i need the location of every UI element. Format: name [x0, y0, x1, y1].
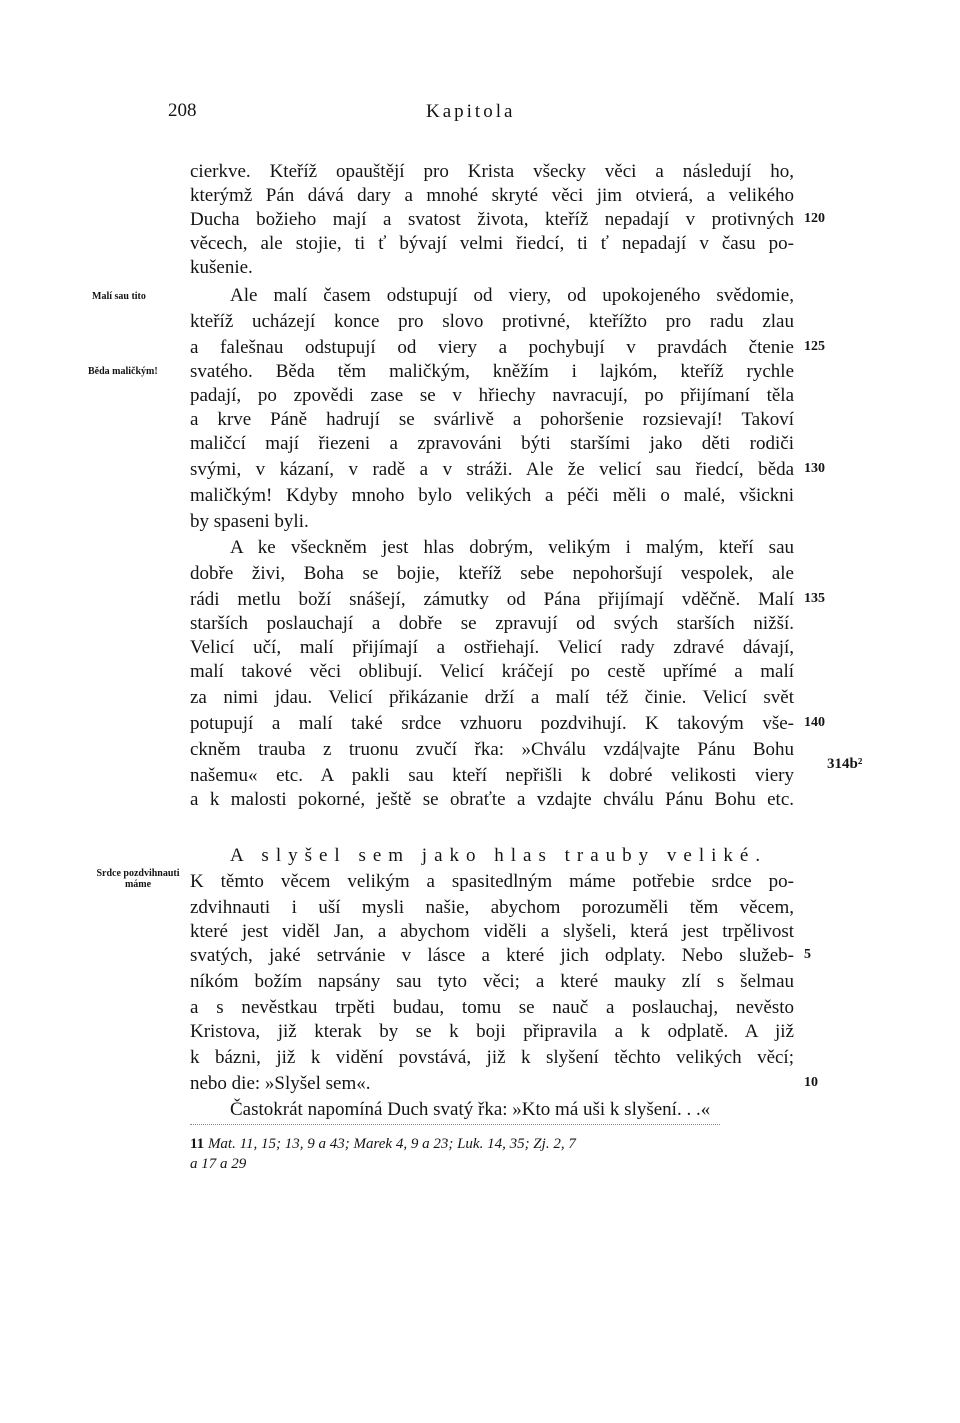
text-line: kterýmž Pán dává dary a mnohé skryté věci jim otvierá, a velikého	[190, 185, 794, 206]
line-number: 130	[804, 461, 825, 476]
margin-note: Malí sau tito	[92, 291, 146, 302]
text-line: padají, po zpovědi zase se v hřiechy navracují, po přijímaní těla	[190, 385, 794, 406]
text-line: maličkým! Kdyby mnoho bylo velikých a péči měli o malé, všickni	[190, 485, 794, 506]
margin-note: Srdce pozdvihnauti máme	[96, 868, 180, 890]
text-line: ckněm trauba z truonu zvučí řka: »Chválu vzdá|vajte Pánu Bohu	[190, 739, 794, 760]
text-line: Kristova, již kterak by se k boji připravila a k odplatě. A již	[190, 1021, 794, 1042]
footnote-rule	[190, 1124, 720, 1125]
line-number: 10	[804, 1075, 818, 1090]
text-line: a krve Páně hadrují se svárlivě a pohoršenie rozsievají! Takoví	[190, 409, 794, 430]
line-number: 125	[804, 339, 825, 354]
section-incipit: A slyšel sem jako hlas trauby veliké.	[230, 845, 768, 866]
text-line: věcech, ale stojie, ti ť bývají velmi řiedcí, ti ť nepadají v času po-	[190, 233, 794, 254]
text-line: kušenie.	[190, 257, 253, 278]
line-number: 135	[804, 591, 825, 606]
text-line: potupují a malí také srdce vzhuoru pozdvihují. K takovým vše-	[190, 713, 794, 734]
text-line: svými, v kázaní, v radě a v stráži. Ale že velicí sau řiedcí, běda	[190, 459, 794, 480]
text-line: malí takové věci oblibují. Velicí kráčejí po cestě upřímé a malí	[190, 661, 794, 682]
text-line: K těmto věcem velikým a spasitedlným máme potřebie srdce po-	[190, 871, 794, 892]
text-line: rádi metlu boží snášejí, zámutky od Pána přijímají vděčně. Malí	[190, 589, 794, 610]
line-number: 5	[804, 947, 811, 962]
text-line: zdvihnauti i uší mysli našie, abychom porozuměli těm věcem,	[190, 897, 794, 918]
margin-note: Běda maličkým!	[88, 366, 158, 377]
text-line: a falešnau odstupují od viery a pochybují v pravdách čtenie	[190, 337, 794, 358]
running-head: Kapitola	[426, 101, 516, 122]
line-number: 120	[804, 211, 825, 226]
text-line: svatých, jaké setrvánie v lásce a které jich odplaty. Nebo služeb-	[190, 945, 794, 966]
text-line: za nimi jdau. Velicí přikázanie drží a malí též činie. Velicí svět	[190, 687, 794, 708]
text-line: k bázni, již k vidění povstává, již k slyšení těchto velikých věcí;	[190, 1047, 794, 1068]
text-line: A ke všeckněm jest hlas dobrým, velikým i malým, kteří sau	[230, 537, 794, 558]
text-line: nebo die: »Slyšel sem«.	[190, 1073, 371, 1094]
text-line: starších poslauchají a dobře se zpravují od svých starších nižší.	[190, 613, 794, 634]
text-line: svatého. Běda těm maličkým, kněžím i lajkóm, kteříž rychle	[190, 361, 794, 382]
footnote-line: a 17 a 29	[190, 1156, 247, 1172]
text-line: dobře živi, Boha se bojie, kteříž sebe nepohoršují vespolek, ale	[190, 563, 794, 584]
text-line: kteříž ucházejí konce pro slovo protivné, kteřížto pro radu zlau	[190, 311, 794, 332]
text-line: našemu« etc. A pakli sau kteří nepřišli k dobré velikosti viery	[190, 765, 794, 786]
text-line: Ale malí časem odstupují od viery, od upokojeného svědomie,	[230, 285, 794, 306]
text-line: a k malosti pokorné, ještě se obraťte a vzdajte chválu Pánu Bohu etc.	[190, 789, 794, 810]
footnote-number: 11	[190, 1136, 205, 1152]
footnote-text: Mat. 11, 15; 13, 9 a 43; Marek 4, 9 a 23; Luk. 14, 35; Zj. 2, 7	[207, 1136, 576, 1152]
text-line: by spaseni byli.	[190, 511, 309, 532]
footnote-line	[190, 1134, 576, 1154]
text-line: níkóm božím napsány sau tyto věci; a které mauky zlí s šelmau	[190, 971, 794, 992]
line-number: 140	[804, 715, 825, 730]
text-line: Častokrát napomíná Duch svatý řka: »Kto má uši k slyšení. . .«	[230, 1099, 711, 1120]
page-number: 208	[168, 100, 197, 121]
text-line: cierkve. Kteříž opauštějí pro Krista všecky věci a následují ho,	[190, 161, 794, 182]
text-line: maličcí mají řiezeni a zpravováni býti staršími jako děti rodiči	[190, 433, 794, 454]
text-line: které jest viděl Jan, a abychom viděli a slyšeli, která jest trpělivost	[190, 921, 794, 942]
signature-mark: 314b²	[827, 756, 863, 772]
text-line: Ducha božieho mají a svatost života, kteříž nepadají v protivných	[190, 209, 794, 230]
text-line: Velicí učí, malí přijímají a ostřiehají. Velicí rady zdravé dávají,	[190, 637, 794, 658]
text-line: a s nevěstkau trpěti budau, tomu se nauč a poslauchaj, nevěsto	[190, 997, 794, 1018]
